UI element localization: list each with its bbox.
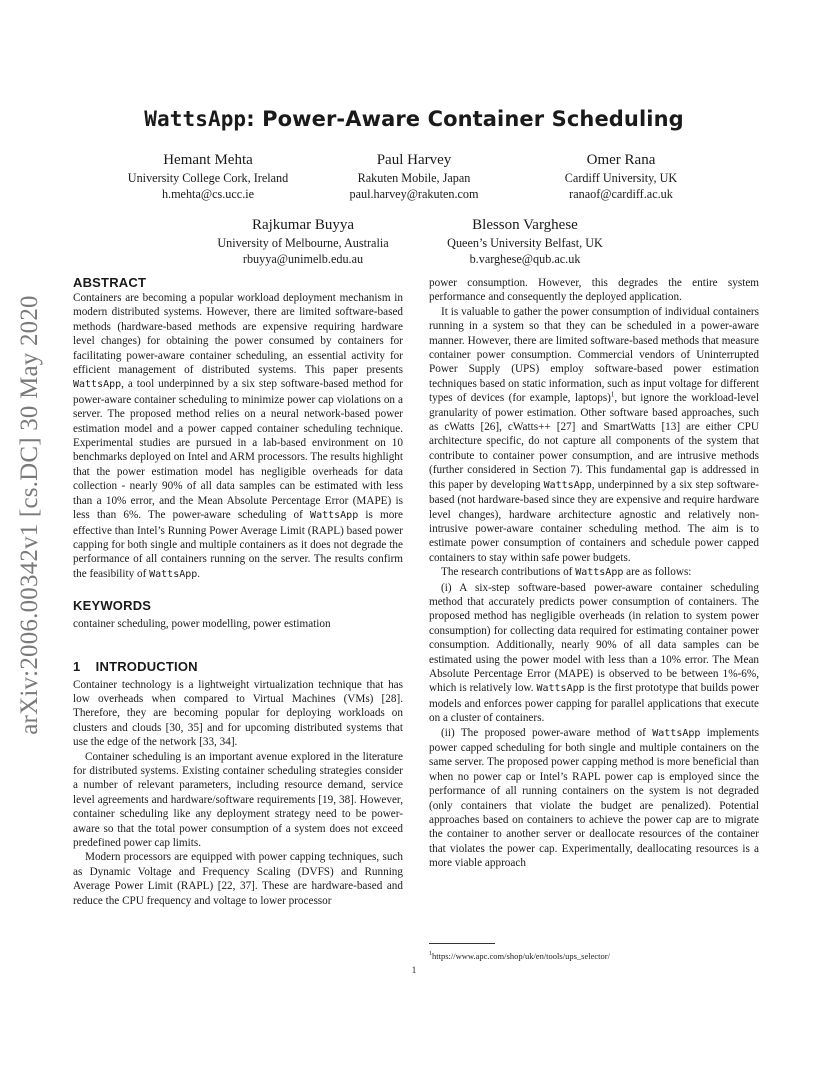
author-name: Hemant Mehta xyxy=(163,152,253,168)
tool-name: WattsApp xyxy=(536,683,585,695)
footnote-marker: 1 xyxy=(610,390,615,399)
body-part: (i) A six-step software-based power-aware container scheduling method that accurately predicts power consumption of containers. The proposed method has negligible overheads (in relation to system power consumption) for collecting data required for estimating container power consumption. Additionally, nearly 90% of all data samples can be estimated using the power model with less than a 10% error. The Mean Absolute Percentage Error (MAPE) is observed to be between 1%-6%, which is relatively low. xyxy=(429,581,759,695)
abstract-heading: ABSTRACT xyxy=(73,275,147,290)
body-paragraph: power consumption. However, this degrades the entire system performance and consequently the deployed application. xyxy=(429,277,759,304)
arxiv-stamp-text: arXiv:2006.00342v1 [cs.DC] 30 May 2020 xyxy=(16,295,43,735)
author-email: b.varghese@qub.ac.uk xyxy=(469,252,581,266)
author-affiliation: Cardiff University, UK xyxy=(564,171,678,185)
arxiv-stamp xyxy=(2,245,58,785)
body-part: implements power capped scheduling for both single and multiple containers on the same server. The proposed power capping method is more beneficial than when no power cap or Intel’s RAPL power cap is employed since the performance of all running containers on the system is not degraded (only containers that violate the budget are penalized). Potential approaches based on containers to achieve the power cap are to migrate the container to another server or deallocate resources of the container that violates the power cap. Experimentally, deallocating resources is a more viable approach xyxy=(429,726,759,870)
author-affiliation: University College Cork, Ireland xyxy=(127,171,289,185)
author-affiliation: University of Melbourne, Australia xyxy=(217,236,389,250)
author-email: rbuyya@unimelb.edu.au xyxy=(242,252,364,266)
intro-paragraph: Modern processors are equipped with power capping techniques, such as Dynamic Voltage and Frequency Scaling (DVFS) and Running Average Power Limit (RAPL) [22, 37]. These are hardware-based and reduce the CPU frequency and voltage to lower processor xyxy=(73,851,403,907)
author-affiliation: Rakuten Mobile, Japan xyxy=(357,171,471,185)
tool-name: WattsApp xyxy=(310,510,359,522)
intro-paragraph: Container technology is a lightweight virtualization technique that has low overheads when compared to Virtual Machines (VMs) [28]. Therefore, they are becoming popular for deploying workloads on clusters and clouds [30, 35] and for upcoming distributed systems that use the edge of the network [33, 34]. xyxy=(73,678,403,749)
paper-title xyxy=(0,107,828,131)
left-column xyxy=(73,274,403,908)
title-rest: : Power-Aware Container Scheduling xyxy=(246,107,684,131)
contribution-paragraph xyxy=(429,726,759,871)
body-paragraph xyxy=(429,305,759,565)
abstract-part: Containers are becoming a popular workload deployment mechanism in modern distributed systems. However, there are limited software-based methods (hardware-based methods are expensive requiring hardware level changes) for obtaining the power consumed by containers for facilitating power-aware container scheduling, an essential activity for efficient management of distributed systems. This paper presents xyxy=(73,292,403,377)
author-name: Omer Rana xyxy=(586,152,656,168)
tool-name: WattsApp xyxy=(149,568,198,580)
body-paragraph xyxy=(429,565,759,580)
title-tool-name: WattsApp xyxy=(144,107,247,131)
body-part: , but ignore the workload-level granularity of power estimation. Other software based approaches, such as cWatts [26], cWatts++ [27] and SmartWatts [13] are either CPU architecture specific, do not capture all components of the system that contribute to container power consumption, and are intrusive methods (further considered in Section 7). This fundamental gap is addressed in this paper by developing xyxy=(429,392,759,491)
body-part: (ii) The proposed power-aware method of xyxy=(441,726,653,739)
intro-paragraph: Container scheduling is an important avenue explored in the literature for distributed systems. Existing container scheduling strategies consider a number of relevant parameters, including resource demand, service level agreements and hardware/software requirements [19, 38]. However, container scheduling like any deployment strategy need to be power-aware so that the total power consumption of a system does not exceed predefined power cap limits. xyxy=(73,750,403,849)
abstract-part: . xyxy=(197,567,201,580)
author-name: Rajkumar Buyya xyxy=(251,217,355,233)
author-email: h.mehta@cs.ucc.ie xyxy=(161,187,255,201)
author-email: paul.harvey@rakuten.com xyxy=(349,187,479,201)
tool-name: WattsApp xyxy=(543,479,592,491)
author-name: Paul Harvey xyxy=(376,152,452,168)
body-part: The research contributions of xyxy=(441,566,576,579)
page-number: 1 xyxy=(411,965,417,975)
tool-name: WattsApp xyxy=(652,727,701,739)
body-part: are as follows: xyxy=(623,566,692,579)
body-part: , underpinned by a six step software-based (not hardware-based since they are expensive and require hardware level changes), hardware architecture agnostic and relatively non-intrusive power-aware container scheduling method. The aim is to estimate power consumption of containers and schedule power capped containers to stay within safe power budgets. xyxy=(429,478,759,564)
author-affiliation: Queen’s University Belfast, UK xyxy=(447,236,603,250)
tool-name: WattsApp xyxy=(575,567,624,579)
footnote xyxy=(429,949,610,961)
body-part: It is valuable to gather the power consumption of individual containers running in a system so that they can be scheduled in a power-aware manner. However, there are limited software-based methods that measure container power consumption. Commercial vendors of Uninterrupted Power Supply (UPS) employ software-based power estimation techniques based on static information, such as input voltage for different types of devices (for example, laptops) xyxy=(429,305,759,405)
abstract-part: , a tool underpinned by a six step software-based method for power-aware container scheduling to minimize power cap violations on a server. The proposed method relies on a neural network-based power estimation model and a power capped container scheduling technique. Experimental studies are pursued in a lab-based environment on 10 benchmarks deployed on Intel and ARM processors. The results highlight that the power estimation model has negligible overheads for data collection - nearly 90% of all data samples can be estimated with less than a 10% error, and the Mean Absolute Percentage Error (MAPE) is less than 6%. The power-aware scheduling of xyxy=(73,378,403,522)
contribution-paragraph xyxy=(429,581,759,726)
abstract-part: is more effective than Intel’s Running Power Average Limit (RAPL) based power capping for both single and multiple containers as it does not degrade the performance of all containers running on the server. The results confirm the feasibility of xyxy=(73,509,403,580)
tool-name: WattsApp xyxy=(73,379,122,391)
author-block xyxy=(395,216,655,267)
author-block xyxy=(173,216,433,267)
footnote-rule xyxy=(429,943,495,944)
body-part: is the first prototype that builds power models and enforces power capping for parallel applications that execute on a cluster of containers. xyxy=(429,682,759,725)
author-email: ranaof@cardiff.ac.uk xyxy=(569,187,673,201)
author-name: Blesson Varghese xyxy=(472,217,578,233)
introduction-heading: 1 INTRODUCTION xyxy=(73,658,198,674)
abstract-text xyxy=(73,291,403,582)
footnote-url: https://www.apc.com/shop/uk/en/tools/ups_selector/ xyxy=(432,950,610,961)
keywords-text: container scheduling, power modelling, power estimation xyxy=(73,618,331,631)
keywords-heading: KEYWORDS xyxy=(73,598,152,614)
right-column xyxy=(429,276,759,871)
author-block xyxy=(491,151,751,202)
footnote-number: 1 xyxy=(429,951,432,957)
